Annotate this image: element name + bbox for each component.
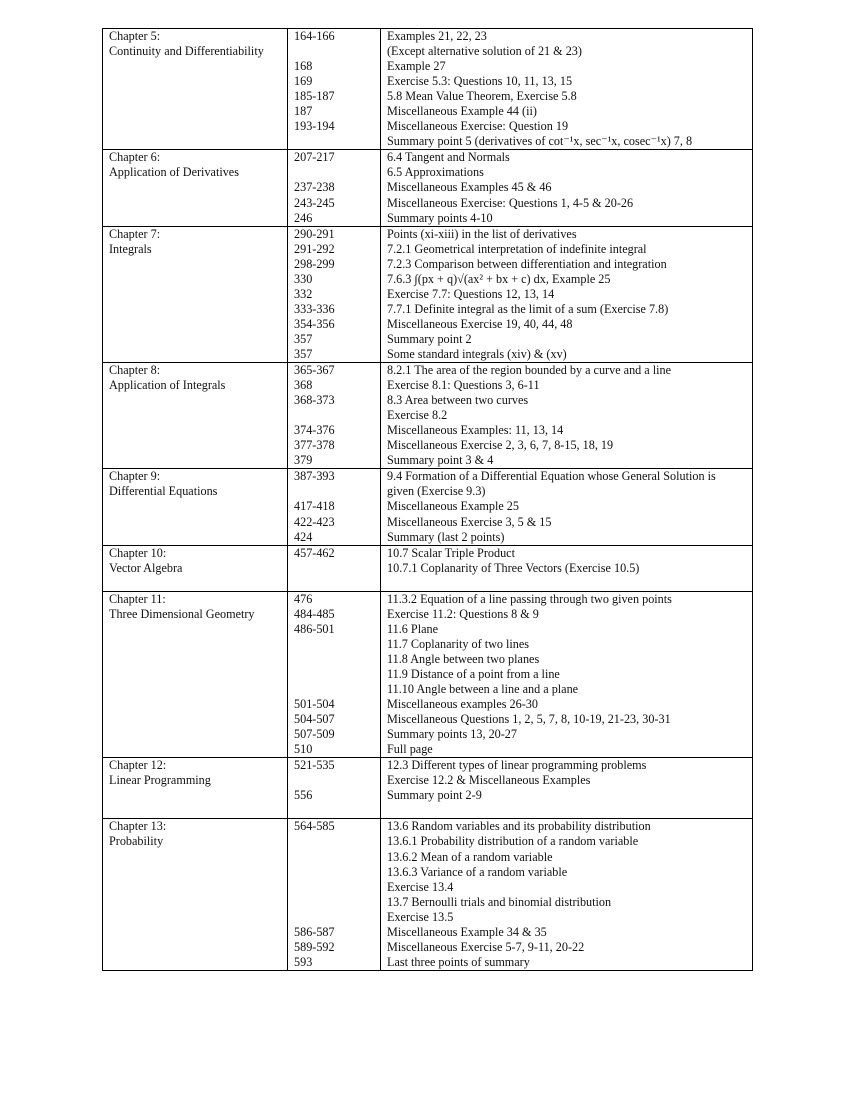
page-range: 291-292 [294, 241, 335, 256]
page-range [294, 561, 376, 576]
chapter-title: Chapter 12: [109, 758, 167, 773]
page-range: 357 [294, 331, 313, 346]
topic-item: 7.2.1 Geometrical interpretation of indefinite integral [387, 241, 647, 256]
topic-item: Miscellaneous Exercise: Questions 1, 4-5 & 20-26 [387, 195, 634, 210]
topic-item: Example 27 [387, 59, 446, 74]
table-body [103, 29, 753, 971]
topic-item: 7.7.1 Definite integral as the limit of a sum (Exercise 7.8) [387, 301, 669, 316]
topic-item: Miscellaneous Exercise: Question 19 [387, 119, 569, 134]
page-range [294, 682, 376, 697]
topic-item: Exercise 13.4 [387, 879, 454, 894]
page-range: 187 [294, 104, 313, 119]
topic-item: Exercise 8.1: Questions 3, 6-11 [387, 378, 540, 393]
topic-item: 13.6 Random variables and its probability distribution [387, 819, 651, 834]
topic-item: Last three points of summary [387, 954, 530, 969]
page-range: 377-378 [294, 438, 335, 453]
topic-item: Miscellaneous Exercise 5-7, 9-11, 20-22 [387, 939, 585, 954]
page-range: 354-356 [294, 316, 335, 331]
topic-item: 8.2.1 The area of the region bounded by a curve and a line [387, 363, 672, 378]
page-range: 169 [294, 74, 313, 89]
page-range: 243-245 [294, 195, 335, 210]
topic-item: Exercise 11.2: Questions 8 & 9 [387, 606, 539, 621]
chapter-cell [103, 819, 288, 970]
chapter-cell [103, 150, 288, 226]
topic-item: Miscellaneous Example 44 (ii) [387, 104, 537, 119]
topic-item: 7.6.3 ∫(px + q)√(ax² + bx + c) dx, Example 25 [387, 271, 611, 286]
topics-cell [381, 591, 753, 758]
chapter-name: Vector Algebra [109, 560, 183, 575]
page-range: 207-217 [294, 150, 335, 165]
page-range: 379 [294, 453, 313, 468]
topic-item: 11.7 Coplanarity of two lines [387, 636, 530, 651]
chapter-title: Chapter 5: [109, 29, 161, 43]
topic-item: 5.8 Mean Value Theorem, Exercise 5.8 [387, 89, 577, 104]
topic-item: Exercise 8.2 [387, 408, 448, 423]
page-range: 357 [294, 346, 313, 361]
chapter-title: Chapter 7: [109, 226, 161, 241]
pages-cell [288, 469, 381, 545]
pages-cell [288, 758, 381, 819]
page-range: 246 [294, 210, 313, 225]
page-range: 586-587 [294, 924, 335, 939]
topic-item: Points (xi-xiii) in the list of derivatives [387, 226, 577, 241]
page-range [294, 773, 376, 788]
topic-item: Summary point 2-9 [387, 788, 482, 803]
topic-item: Examples 21, 22, 23 [387, 29, 487, 43]
page-range: 332 [294, 286, 313, 301]
topic-item: Exercise 13.5 [387, 909, 454, 924]
page-range [294, 44, 376, 59]
page-range: 501-504 [294, 697, 335, 712]
chapter-cell [103, 469, 288, 545]
topic-item: 10.7.1 Coplanarity of Three Vectors (Exercise 10.5) [387, 560, 640, 575]
topic-item: Miscellaneous Questions 1, 2, 5, 7, 8, 10-19, 21-23, 30-31 [387, 712, 671, 727]
chapter-row [103, 819, 753, 970]
topic-item: 11.3.2 Equation of a line passing through two given points [387, 591, 672, 606]
chapter-row [103, 545, 753, 591]
topic-item: 13.7 Bernoulli trials and binomial distribution [387, 894, 612, 909]
page-range: 484-485 [294, 606, 335, 621]
page-range: 374-376 [294, 423, 335, 438]
topic-item: 11.8 Angle between two planes [387, 651, 540, 666]
page-range [294, 850, 376, 865]
chapter-title: Chapter 9: [109, 469, 161, 484]
topic-item: Exercise 12.2 & Miscellaneous Examples [387, 773, 591, 788]
chapter-cell [103, 758, 288, 819]
page-range [294, 408, 376, 423]
topic-item: Full page [387, 742, 433, 757]
chapter-title: Chapter 6: [109, 150, 161, 165]
topic-item: 13.6.2 Mean of a random variable [387, 849, 553, 864]
page-range [294, 165, 376, 180]
page-range: 564-585 [294, 819, 335, 834]
chapter-row [103, 363, 753, 469]
page-range [294, 576, 376, 591]
chapter-name: Differential Equations [109, 484, 218, 499]
page-range: 168 [294, 59, 313, 74]
topic-item: Exercise 5.3: Questions 10, 11, 13, 15 [387, 74, 573, 89]
topic-item: Miscellaneous Exercise 19, 40, 44, 48 [387, 316, 573, 331]
chapter-row [103, 150, 753, 226]
topic-item: 10.7 Scalar Triple Product [387, 545, 515, 560]
page-range: 589-592 [294, 939, 335, 954]
chapter-title: Chapter 8: [109, 363, 161, 378]
page-range: 387-393 [294, 469, 335, 484]
topic-item: 9.4 Formation of a Differential Equation whose General Solution is [387, 469, 716, 484]
page-range [294, 880, 376, 895]
chapter-cell [103, 591, 288, 758]
page-range: 521-535 [294, 758, 335, 773]
page-range: 298-299 [294, 256, 335, 271]
topics-cell [381, 819, 753, 970]
topic-item: 12.3 Different types of linear programming problems [387, 758, 647, 773]
page-range: 510 [294, 742, 313, 757]
chapter-cell [103, 29, 288, 150]
chapter-name: Application of Derivatives [109, 165, 239, 180]
topics-cell [381, 150, 753, 226]
chapter-cell [103, 226, 288, 362]
page-range: 365-367 [294, 363, 335, 378]
page-range [294, 910, 376, 925]
page-range [294, 134, 376, 149]
page-range [294, 895, 376, 910]
page-range: 593 [294, 954, 313, 969]
page-range [294, 865, 376, 880]
page-range: 476 [294, 591, 313, 606]
chapter-name: Integrals [109, 241, 152, 256]
page-range: 333-336 [294, 301, 335, 316]
chapter-name: Continuity and Differentiability [109, 44, 264, 59]
pages-cell [288, 29, 381, 150]
pages-cell [288, 819, 381, 970]
topic-item: Miscellaneous Examples: 11, 13, 14 [387, 423, 564, 438]
chapter-cell [103, 545, 288, 591]
chapter-title: Chapter 13: [109, 819, 167, 834]
page-range: 237-238 [294, 180, 335, 195]
topic-item: 8.3 Area between two curves [387, 393, 529, 408]
page-range: 290-291 [294, 226, 335, 241]
topic-item: 11.9 Distance of a point from a line [387, 666, 560, 681]
topic-item: 6.4 Tangent and Normals [387, 150, 510, 165]
page-range: 457-462 [294, 545, 335, 560]
topics-cell [381, 363, 753, 469]
topic-item: Summary point 5 (derivatives of cot⁻¹x, sec⁻¹x, cosec⁻¹x) 7, 8 [387, 134, 693, 149]
chapter-row [103, 591, 753, 758]
pages-cell [288, 545, 381, 591]
chapter-title: Chapter 10: [109, 545, 167, 560]
topic-item: Summary point 3 & 4 [387, 453, 494, 468]
page-range: 424 [294, 529, 313, 544]
topic-item: Summary (last 2 points) [387, 529, 505, 544]
topic-item: 13.6.3 Variance of a random variable [387, 864, 568, 879]
topics-cell [381, 226, 753, 362]
pages-cell [288, 591, 381, 758]
topic-item: 13.6.1 Probability distribution of a random variable [387, 834, 639, 849]
chapter-row [103, 29, 753, 150]
topics-cell [381, 29, 753, 150]
syllabus-table [102, 28, 753, 971]
topics-cell [381, 758, 753, 819]
topic-item: Miscellaneous Examples 45 & 46 [387, 180, 552, 195]
chapter-title: Chapter 11: [109, 591, 166, 606]
topics-cell [381, 469, 753, 545]
chapter-name: Linear Programming [109, 773, 211, 788]
chapter-row [103, 758, 753, 819]
chapter-name: Probability [109, 834, 164, 849]
page-range [294, 484, 376, 499]
pages-cell [288, 363, 381, 469]
chapter-cell [103, 363, 288, 469]
topic-item: 11.6 Plane [387, 621, 438, 636]
topic-item: 6.5 Approximations [387, 165, 484, 180]
topic-item: (Except alternative solution of 21 & 23) [387, 44, 582, 59]
page-range: 368 [294, 378, 313, 393]
page-range: 422-423 [294, 514, 335, 529]
page-range: 330 [294, 271, 313, 286]
page-range: 368-373 [294, 393, 335, 408]
chapter-row [103, 469, 753, 545]
page-range: 486-501 [294, 621, 335, 636]
topic-item: Miscellaneous Example 25 [387, 499, 519, 514]
topic-item: Exercise 7.7: Questions 12, 13, 14 [387, 286, 555, 301]
topic-item: 7.2.3 Comparison between differentiation and integration [387, 256, 667, 271]
page-range [294, 637, 376, 652]
topic-item [387, 803, 748, 818]
pages-cell [288, 226, 381, 362]
topic-item: Miscellaneous Exercise 3, 5 & 15 [387, 514, 552, 529]
page-range: 185-187 [294, 89, 335, 104]
page-range [294, 803, 376, 818]
topics-cell [381, 545, 753, 591]
page-range [294, 652, 376, 667]
page-range: 193-194 [294, 119, 335, 134]
page-range: 164-166 [294, 29, 335, 43]
page-range: 417-418 [294, 499, 335, 514]
topic-item: Some standard integrals (xiv) & (xv) [387, 346, 567, 361]
topic-item [387, 576, 748, 591]
page-range: 556 [294, 788, 313, 803]
topic-item: 11.10 Angle between a line and a plane [387, 682, 579, 697]
topic-item: Miscellaneous Exercise 2, 3, 6, 7, 8-15, 18, 19 [387, 438, 614, 453]
page-range [294, 667, 376, 682]
topic-item: Summary points 13, 20-27 [387, 727, 517, 742]
topic-item: Summary point 2 [387, 331, 472, 346]
chapter-row [103, 226, 753, 362]
page-range [294, 834, 376, 849]
page-range: 507-509 [294, 727, 335, 742]
topic-item: given (Exercise 9.3) [387, 484, 486, 499]
chapter-name: Application of Integrals [109, 378, 226, 393]
page-range: 504-507 [294, 712, 335, 727]
topic-item: Summary points 4-10 [387, 210, 493, 225]
topic-item: Miscellaneous Example 34 & 35 [387, 924, 547, 939]
chapter-name: Three Dimensional Geometry [109, 606, 255, 621]
topic-item: Miscellaneous examples 26-30 [387, 697, 538, 712]
pages-cell [288, 150, 381, 226]
